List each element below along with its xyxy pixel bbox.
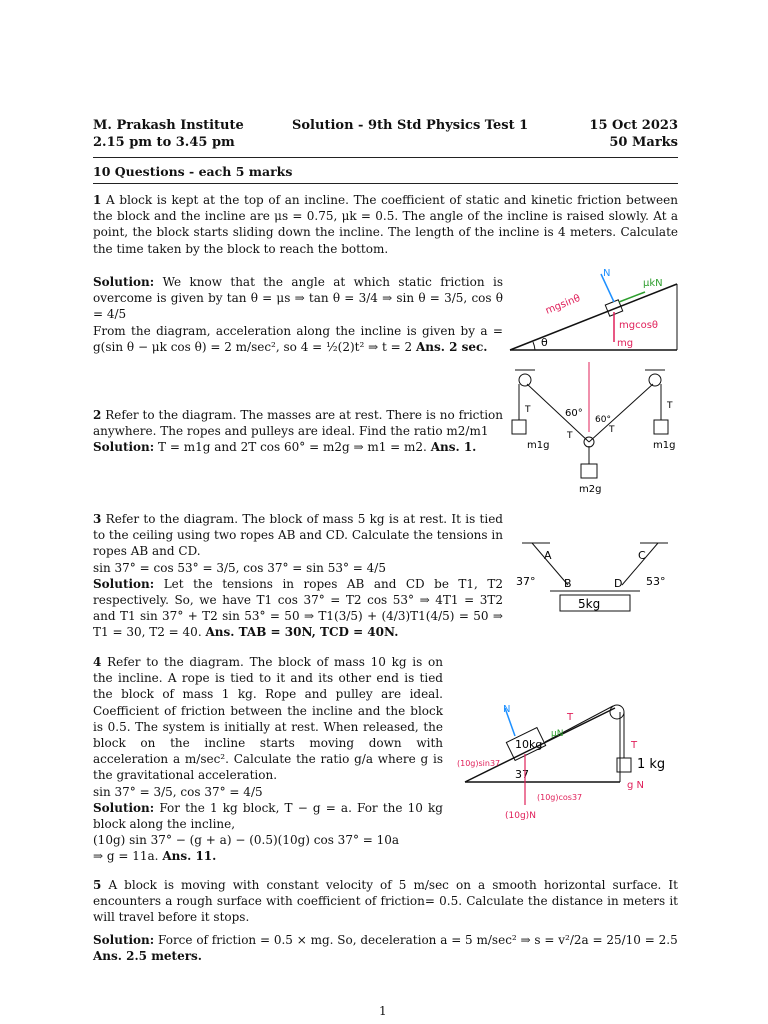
question-number: 5: [93, 878, 102, 892]
test-date: 15 Oct 2023: [589, 118, 678, 133]
question-number: 2: [93, 408, 102, 422]
incline-diagram-1: [505, 262, 685, 357]
solution-text: From the diagram, acceleration along the incline is given by a = g(sin θ − μk cos θ) = 2 m/sec², so 4 = ½(2)t² ⇒ t = 2: [93, 323, 503, 354]
block-label: 10kg: [515, 738, 543, 751]
header-rule-2: [93, 183, 678, 184]
angle-label: 37: [515, 768, 529, 781]
question-number: 4: [93, 655, 102, 669]
answer: Ans. 11.: [162, 849, 217, 864]
angle-label: 37°: [516, 575, 536, 588]
total-marks: 50 Marks: [609, 135, 678, 150]
angle-label: 60°: [565, 408, 583, 419]
mgcos-label: mgcosθ: [619, 320, 659, 331]
question-text: A block is moving with constant velocity of 5 m/sec on a smooth horizontal surface. It encounters a rough surface with coefficient of friction= 0.5. Calculate the distance in meters it will travel before it stops.: [93, 878, 678, 925]
solution-label: Solution:: [93, 576, 155, 591]
tension-label: T: [609, 425, 615, 435]
question-text: Refer to the diagram. The block of mass 5 kg is at rest. It is tied to the ceiling using two ropes AB and CD. Calculate the tensions in ropes AB and CD.: [93, 512, 503, 559]
institute-name: M. Prakash Institute: [93, 118, 244, 133]
question-number: 1: [93, 193, 102, 207]
given-values: sin 37° = cos 53° = 3/5, cos 37° = sin 53° = 4/5: [93, 560, 386, 575]
answer: Ans. 1.: [430, 440, 477, 455]
answer: Ans. 2 sec.: [415, 339, 488, 354]
mg-label: mg: [617, 338, 634, 349]
point-label: C: [638, 549, 646, 562]
solution-label: Solution:: [93, 933, 155, 947]
pulley-diagram-2: [505, 362, 685, 497]
tension-label: T: [525, 405, 531, 415]
answer: Ans. 2.5 meters.: [93, 949, 202, 964]
solution-text: ⇒ g = 11a.: [93, 849, 159, 864]
mass-label: 5kg: [578, 597, 601, 611]
weight-label: m1g: [527, 440, 550, 451]
test-time: 2.15 pm to 3.45 pm: [93, 135, 235, 150]
question-text: Refer to the diagram. The block of mass 10 kg is on the incline. A rope is tied to it and its other end is tied the block of mass 1 kg. Rope and pulley are ideal. Coefficient of friction between the incline and the block is 0.5. The system is initially at rest. When released, the block on the incline starts moving down with acceleration a m/sec². Calculate the ratio g/a where g is the gravitational acceleration.: [93, 655, 443, 783]
solution-text: T = m1g and 2T cos 60° = m2g ⇒ m1 = m2.: [158, 440, 427, 455]
weight-label: (10g)N: [505, 811, 536, 821]
solution-text: (10g) sin 37° − (g + a) − (0.5)(10g) cos 37° = 10a: [93, 833, 400, 848]
question-3: [93, 511, 503, 641]
incline-pulley-diagram-4: [455, 700, 705, 830]
mass-label: 1 kg: [637, 757, 666, 772]
tension-label: T: [667, 401, 673, 411]
question-4: [93, 654, 443, 865]
solution-5: [93, 932, 678, 964]
normal-label: N: [503, 704, 511, 715]
component-label: (10g)cos37: [537, 793, 583, 802]
point-label: B: [564, 577, 572, 590]
component-label: (10g)sin37: [457, 759, 501, 768]
point-label: D: [614, 577, 623, 590]
question-text: Refer to the diagram. The masses are at rest. There is no friction anywhere. The ropes and pulleys are ideal. Find the ratio m2/m1: [93, 408, 503, 439]
question-info: 10 Questions - each 5 marks: [93, 164, 293, 179]
rope-diagram-3: [510, 535, 680, 615]
angle-label: θ: [541, 336, 548, 349]
test-title: Solution - 9th Std Physics Test 1: [292, 118, 529, 133]
solution-label: Solution:: [93, 275, 155, 289]
weight-label: m1g: [653, 440, 676, 451]
page-number: 1: [379, 1004, 387, 1018]
solution-text: For the 1 kg block, T − g = a. For the 10 kg block along the incline,: [93, 800, 443, 832]
point-label: A: [544, 549, 552, 562]
solution-label: Solution:: [93, 800, 155, 815]
solution-text: Force of friction = 0.5 × mg. So, deceleration a = 5 m/sec² ⇒ s = v²/2a = 25/10 = 2.5: [158, 933, 678, 947]
tension-label: T: [631, 740, 638, 751]
question-1: [93, 192, 678, 257]
header-rule: [93, 157, 678, 158]
given-values: sin 37° = 3/5, cos 37° = 4/5: [93, 784, 263, 799]
question-text: A block is kept at the top of an incline. The coefficient of static and kinetic friction between the block and the incline are μs = 0.75, μk = 0.5. The angle of the incline is raised slowly. At a point, the block starts sliding down the incline. The length of the incline is 4 meters. Calculate the time taken by the block to reach the bottom.: [93, 193, 678, 256]
friction-label: μN: [551, 729, 564, 739]
normal-label: N: [603, 268, 611, 279]
tension-label: T: [567, 712, 574, 723]
angle-label: 60°: [595, 415, 611, 425]
solution-label: Solution:: [93, 440, 155, 455]
answer: Ans. TAB = 30N, TCD = 40N.: [205, 625, 399, 640]
weight-label: g N: [627, 780, 645, 791]
solution-1: [93, 274, 503, 355]
angle-label: 53°: [646, 575, 666, 588]
question-number: 3: [93, 512, 102, 526]
question-5: [93, 877, 678, 926]
mgsin-label: mgsinθ: [544, 292, 583, 317]
friction-label: μkN: [643, 278, 663, 289]
solution-text: We know that the angle at which static friction is overcome is given by tan θ = μs ⇒ tan θ = 3/4 ⇒ sin θ = 3/5, cos θ = 4/5: [93, 275, 503, 322]
question-2: [93, 407, 503, 456]
weight-label: m2g: [579, 484, 602, 495]
solution-text: Let the tensions in ropes AB and CD be T1, T2 respectively. So, we have T1 cos 37° = T2 cos 53° ⇒ 4T1 = 3T2 and T1 sin 37° + T2 sin 53° = 50 ⇒ T1(3/5) + (4/3)T1(4/5) = 50 ⇒ T1 = 30, T2 = 40.: [93, 576, 503, 640]
tension-label: T: [567, 431, 573, 441]
